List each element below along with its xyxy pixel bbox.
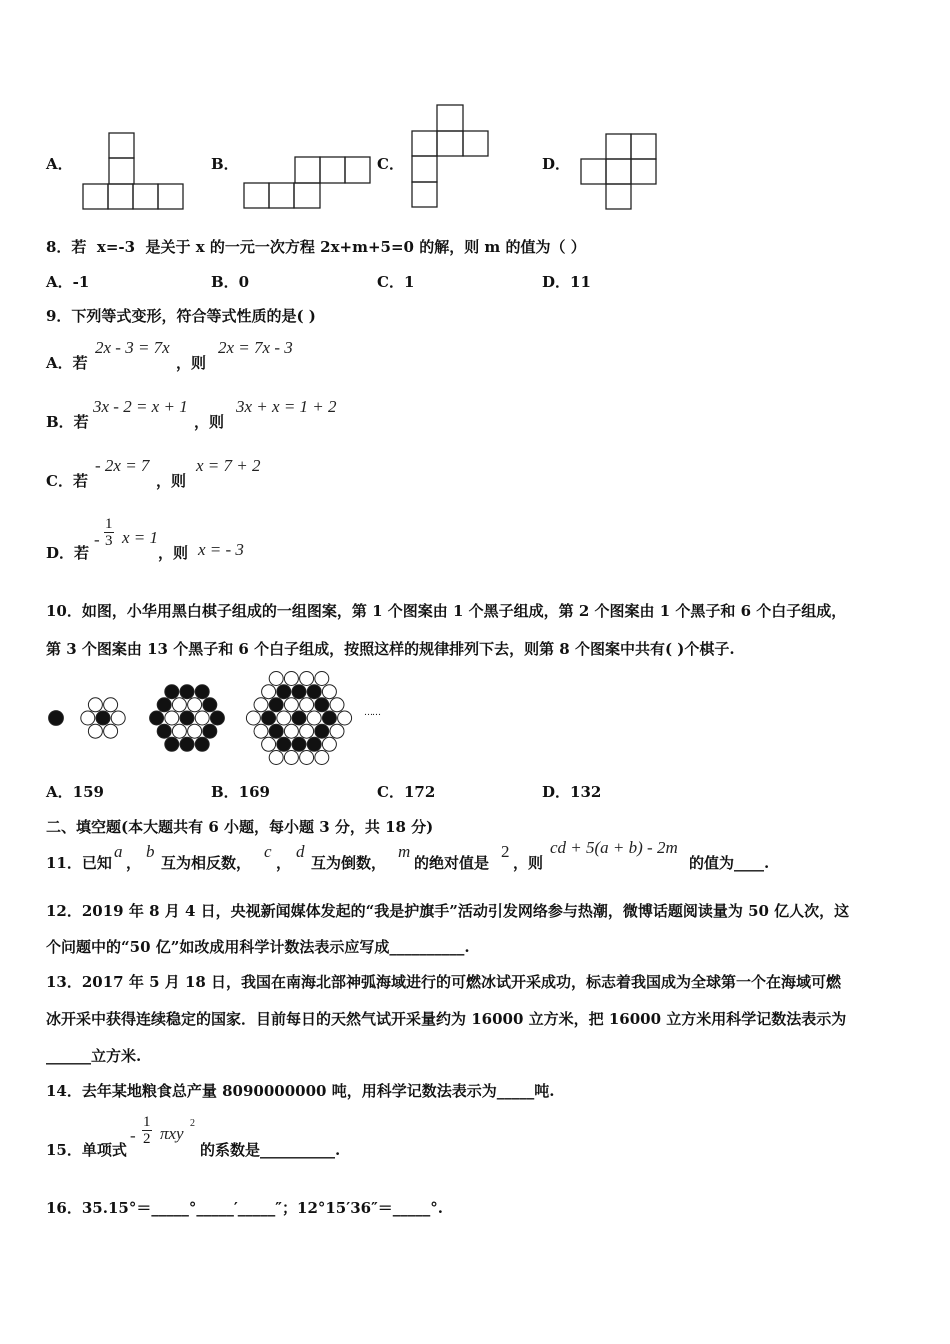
q7-net-b-figure bbox=[244, 156, 384, 216]
q9-a-label: A．若 bbox=[46, 354, 88, 372]
pattern4-white-piece bbox=[254, 698, 268, 712]
q10-option-a: A．159 bbox=[46, 783, 104, 801]
q11-var-d: d bbox=[296, 842, 305, 861]
pattern4-white-piece bbox=[330, 698, 344, 712]
q7-net-d-figure bbox=[580, 134, 670, 214]
pattern4-white-piece bbox=[277, 711, 291, 725]
q10-option-c: C．172 bbox=[377, 783, 436, 801]
q15-numerator: 1 bbox=[143, 1114, 151, 1130]
pattern4-white-piece bbox=[300, 672, 314, 686]
pattern4-white-piece bbox=[315, 751, 329, 765]
pattern2-white-piece bbox=[88, 698, 102, 712]
pattern3-white-piece bbox=[188, 724, 202, 738]
q11-var-a: a bbox=[114, 842, 123, 861]
pattern3-black-piece bbox=[203, 698, 217, 712]
q15-fraction bbox=[142, 1114, 152, 1147]
q8-option-b: B．0 bbox=[211, 273, 250, 291]
pattern4-black-piece bbox=[307, 737, 321, 751]
pattern-circles bbox=[49, 672, 352, 765]
pattern3-black-piece bbox=[203, 724, 217, 738]
q10-stem-line1: 10．如图，小华用黑白棋子组成的一组图案，第 1 个图案由 1 个黑子组成，第 2 个图案由 1 个黑子和 6 个白子组成， bbox=[46, 602, 847, 620]
pattern4-black-piece bbox=[262, 711, 276, 725]
q7-option-a-label: A． bbox=[46, 155, 73, 173]
pattern4-white-piece bbox=[300, 698, 314, 712]
pattern3-black-piece bbox=[210, 711, 224, 725]
pattern2-white-piece bbox=[81, 711, 95, 725]
q11-part4: 的绝对值是 bbox=[414, 854, 490, 872]
pattern3-black-piece bbox=[150, 711, 164, 725]
q7-option-c-label: C． bbox=[377, 155, 404, 173]
q11-part6: 的值为____. bbox=[689, 854, 770, 872]
q9-d-minus: - bbox=[94, 530, 100, 549]
pattern4-black-piece bbox=[292, 685, 306, 699]
pattern4-white-piece bbox=[254, 724, 268, 738]
q11-var-c: c bbox=[264, 842, 272, 861]
pattern4-white-piece bbox=[315, 672, 329, 686]
q13-line1: 13．2017 年 5 月 18 日，我国在南海北部神弧海域进行的可燃冰试开采成功，标志着我国成为全球第一个在海域可燃 bbox=[46, 973, 842, 991]
pattern4-black-piece bbox=[322, 711, 336, 725]
pattern3-white-piece bbox=[188, 698, 202, 712]
q9-c-then: ，则 bbox=[156, 472, 187, 490]
q9-b-premise: 3x - 2 = x + 1 bbox=[93, 397, 188, 416]
q15-part1: 15．单项式 bbox=[46, 1141, 127, 1159]
q9-d-fraction bbox=[104, 516, 114, 549]
pattern3-black-piece bbox=[180, 685, 194, 699]
q10-pattern-figure bbox=[40, 668, 400, 768]
q9-stem: 9．下列等式变形，符合等式性质的是( ) bbox=[46, 307, 316, 325]
q15-part2: 的系数是__________. bbox=[200, 1141, 341, 1159]
pattern4-white-piece bbox=[338, 711, 352, 725]
q8-option-c: C．1 bbox=[377, 273, 415, 291]
q9-d-label: D．若 bbox=[46, 544, 90, 562]
q15 bbox=[46, 1112, 446, 1162]
pattern4-white-piece bbox=[269, 751, 283, 765]
q9-c-result: x = 7 + 2 bbox=[196, 456, 261, 475]
pattern4-black-piece bbox=[292, 711, 306, 725]
q11-part2: 互为相反数， bbox=[161, 854, 252, 872]
q11-expression: cd + 5(a + b) - 2m bbox=[550, 838, 678, 857]
pattern4-white-piece bbox=[284, 751, 298, 765]
pattern4-black-piece bbox=[307, 685, 321, 699]
pattern2-white-piece bbox=[88, 724, 102, 738]
pattern3-white-piece bbox=[172, 724, 186, 738]
q7-option-b-label: B． bbox=[211, 155, 239, 173]
pattern3-black-piece bbox=[165, 737, 179, 751]
pattern3-white-piece bbox=[172, 698, 186, 712]
q11-part3: 互为倒数， bbox=[311, 854, 387, 872]
q12-line1: 12．2019 年 8 月 4 日，央视新闻媒体发起的“我是护旗手”活动引发网络参与热潮，微博话题阅读量为 50 亿人次，这 bbox=[46, 902, 850, 920]
pattern2-white-piece bbox=[111, 711, 125, 725]
q9-b-then: ，则 bbox=[194, 413, 225, 431]
q15-denominator: 2 bbox=[143, 1131, 151, 1147]
q8-option-a: A．-1 bbox=[46, 273, 90, 291]
q9-c-label: C．若 bbox=[46, 472, 88, 490]
pattern4-white-piece bbox=[300, 751, 314, 765]
pattern4-white-piece bbox=[269, 672, 283, 686]
q13-line2: 冰开采中获得连续稳定的国家．目前每日的天然气试开采量约为 16000 立方米，把 16000 立方米用科学记数法表示为 bbox=[46, 1010, 847, 1028]
pattern3-black-piece bbox=[165, 685, 179, 699]
pattern4-black-piece bbox=[292, 737, 306, 751]
q11-comma1: ， bbox=[126, 854, 142, 872]
pattern4-white-piece bbox=[262, 737, 276, 751]
q8-option-d: D．11 bbox=[542, 273, 591, 291]
q9-d-result: x = - 3 bbox=[198, 540, 244, 559]
q7-net-a-figure bbox=[83, 133, 193, 213]
q14-text: 14．去年某地粮食总产量 8090000000 吨，用科学记数法表示为_____吨. bbox=[46, 1082, 555, 1100]
q9-a-result: 2x = 7x - 3 bbox=[218, 338, 293, 357]
section-2-heading: 二、填空题(本大题共有 6 小题，每小题 3 分，共 18 分) bbox=[46, 818, 434, 836]
q9-b-label: B．若 bbox=[46, 413, 89, 431]
q11-part5: ，则 bbox=[513, 854, 544, 872]
pattern4-white-piece bbox=[307, 711, 321, 725]
q8-condition: x=-3 bbox=[96, 238, 136, 256]
q15-exponent: 2 bbox=[190, 1118, 195, 1129]
q10-ellipsis: …… bbox=[364, 708, 380, 718]
q15-monomial: πxy bbox=[160, 1124, 184, 1143]
q8-number: 8．若 bbox=[46, 238, 87, 256]
q10-option-d: D．132 bbox=[542, 783, 602, 801]
pattern4-white-piece bbox=[284, 724, 298, 738]
q9-a-premise: 2x - 3 = 7x bbox=[95, 338, 170, 357]
q11 bbox=[46, 838, 906, 878]
pattern3-black-piece bbox=[157, 724, 171, 738]
pattern4-white-piece bbox=[322, 685, 336, 699]
pattern4-white-piece bbox=[300, 724, 314, 738]
pattern1-black-piece bbox=[49, 711, 64, 726]
q8-stem bbox=[46, 236, 586, 257]
pattern4-black-piece bbox=[277, 685, 291, 699]
q11-comma2: ， bbox=[276, 854, 292, 872]
pattern4-white-piece bbox=[284, 672, 298, 686]
pattern4-white-piece bbox=[262, 685, 276, 699]
q9-d-then: ，则 bbox=[158, 544, 189, 562]
pattern4-white-piece bbox=[322, 737, 336, 751]
q12-line2: 个问题中的“50 亿”如改成用科学计数法表示应写成__________. bbox=[46, 938, 470, 956]
q9-d-premise-rest: x = 1 bbox=[122, 528, 159, 547]
pattern4-white-piece bbox=[246, 711, 260, 725]
pattern4-white-piece bbox=[284, 698, 298, 712]
q9-b-result: 3x + x = 1 + 2 bbox=[236, 397, 337, 416]
pattern3-black-piece bbox=[157, 698, 171, 712]
pattern3-white-piece bbox=[165, 711, 179, 725]
pattern3-black-piece bbox=[195, 685, 209, 699]
q8-question: 是关于 x 的一元一次方程 2x+m+5=0 的解，则 m 的值为（ ） bbox=[145, 238, 586, 256]
q11-var-b: b bbox=[146, 842, 155, 861]
pattern4-black-piece bbox=[277, 737, 291, 751]
pattern3-black-piece bbox=[180, 737, 194, 751]
pattern2-white-piece bbox=[104, 698, 118, 712]
pattern2-white-piece bbox=[104, 724, 118, 738]
q7-option-d-label: D． bbox=[542, 155, 571, 173]
q13-line3: ______立方米. bbox=[46, 1047, 142, 1065]
pattern2-black-piece bbox=[96, 711, 110, 725]
q16-text: 16．35.15°＝_____°_____′_____″；12°15′36″＝_____°. bbox=[46, 1199, 444, 1217]
pattern4-black-piece bbox=[269, 724, 283, 738]
pattern4-black-piece bbox=[315, 698, 329, 712]
q9-d-numerator: 1 bbox=[105, 516, 113, 532]
q10-option-b: B．169 bbox=[211, 783, 270, 801]
q11-value-two: 2 bbox=[501, 842, 510, 861]
q9-c-premise: - 2x = 7 bbox=[95, 456, 150, 475]
q7-net-c-figure bbox=[411, 104, 501, 214]
q15-minus: - bbox=[130, 1126, 136, 1145]
q9-d-denominator: 3 bbox=[105, 533, 113, 549]
pattern3-black-piece bbox=[180, 711, 194, 725]
pattern3-white-piece bbox=[195, 711, 209, 725]
q10-stem-line2: 第 3 个图案由 13 个黑子和 6 个白子组成，按照这样的规律排列下去，则第 8 个图案中共有( )个棋子. bbox=[46, 640, 735, 658]
pattern4-black-piece bbox=[269, 698, 283, 712]
q9-a-then: ，则 bbox=[176, 354, 207, 372]
q11-part1: 11．已知 bbox=[46, 854, 112, 872]
q11-var-m: m bbox=[398, 842, 411, 861]
pattern3-black-piece bbox=[195, 737, 209, 751]
pattern4-white-piece bbox=[330, 724, 344, 738]
pattern4-black-piece bbox=[315, 724, 329, 738]
